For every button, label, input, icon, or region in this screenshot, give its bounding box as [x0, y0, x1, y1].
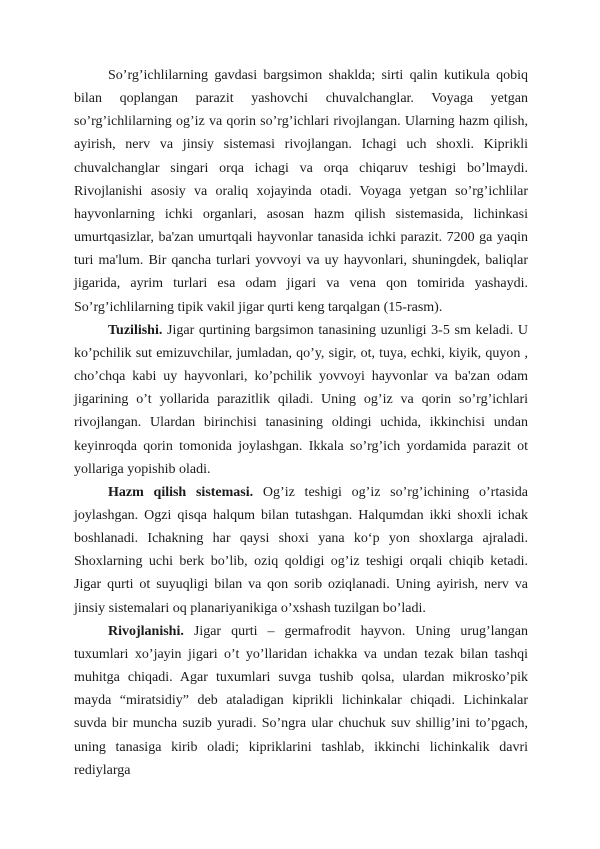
paragraph-structure — [74, 319, 528, 481]
paragraph-digestion — [74, 481, 528, 620]
paragraph-text: Og’iz teshigi og’iz so’rg’ichining o’rtasida joylashgan. Ogzi qisqa halqum bilan tutashgan. Halqumdan ikki shoxli ichak boshlanadi. Ichakning har qaysi shoxi yana ko‘p yon shoxlarga ajraladi. Shoxlarning uchi berk bo’lib, oziq qoldigi og’iz teshigi orqali chiqib ketadi. Jigar qurti ot suyuqligi bilan va qon sorib oziqlanadi. Uning ayirish, nerv va jinsiy sistemalari oq planariyanikiga o’xshash tuzilgan bo’ladi. — [74, 484, 528, 616]
paragraph-text: Jigar qurtining bargsimon tanasining uzunligi 3-5 sm keladi. U ko’pchilik sut emizuvchilar, jumladan, qo’y, sigir, ot, tuya, echki, kiyik, quyon , cho’chqa kabi uy hayvonlari, ko’pchilik yovvoyi hayvonlar va ba'zan odam jigarining o’t yollarida parazitlik qiladi. Uning og’iz va qorin so’rg’ichlari rivojlangan. Ulardan birinchisi tanasining oldingi uchida, ikkinchisi undan keyinroqda qorin tomonida joylashgan. Ikkala so’rg’ich yordamida parazit ot yollariga yopishib oladi. — [74, 322, 528, 477]
body-text — [74, 64, 528, 782]
section-heading-development: Rivojlanishi. — [108, 623, 184, 639]
section-heading-structure: Tuzilishi. — [108, 322, 163, 338]
paragraph-text: Jigar qurti – germafrodit hayvon. Uning urug’langan tuxumlari xo’jayin jigari o’t yo’llaridan ichakka va undan tezak bilan tashqi muhitga chiqadi. Agar tuxumlari suvga tushib qolsa, ulardan mikrosko’pik mayda “miratsidiy” deb ataladigan kiprikli lichinkalar chiqadi. Lichinkalar suvda bir muncha suzib yuradi. So’ngra ular chuchuk suv shillig’ini to’pgach, uning tanasiga kirib oladi; kipriklarini tashlab, ikkinchi lichinkalik davri rediylarga — [74, 623, 528, 778]
paragraph-development — [74, 620, 528, 782]
paragraph-intro — [74, 64, 528, 319]
section-heading-digestion: Hazm qilish sistemasi. — [108, 484, 254, 500]
paragraph-text: So’rg’ichlilarning gavdasi bargsimon shaklda; sirti qalin kutikula qobiq bilan qoplangan parazit yashovchi chuvalchanglar. Voyaga yetgan so’rg’ichlilarning og’iz va qorin so’rg’ichlari rivojlangan. Ularning hazm qilish, ayirish, nerv va jinsiy sistemasi rivojlangan. Ichagi uch shoxli. Kiprikli chuvalchanglar singari orqa ichagi va orqa chiqaruv teshigi bo’lmaydi. Rivojlanishi asosiy va oraliq xojayinda otadi. Voyaga yetgan so’rg’ichlilar hayvonlarning ichki organlari, asosan hazm qilish sistemasida, lichinkasi umurtqasizlar, ba'zan umurtqali hayvonlar tanasida ichki parazit. 7200 ga yaqin turi ma'lum. Bir qancha turlari yovvoyi va uy hayvonlari, shuningdek, baliqlar jigarida, ayrim turlari esa odam jigari va vena qon tomirida yashaydi. So’rg’ichlilarning tipik vakil jigar qurti keng tarqalgan (15-rasm). — [74, 68, 528, 315]
